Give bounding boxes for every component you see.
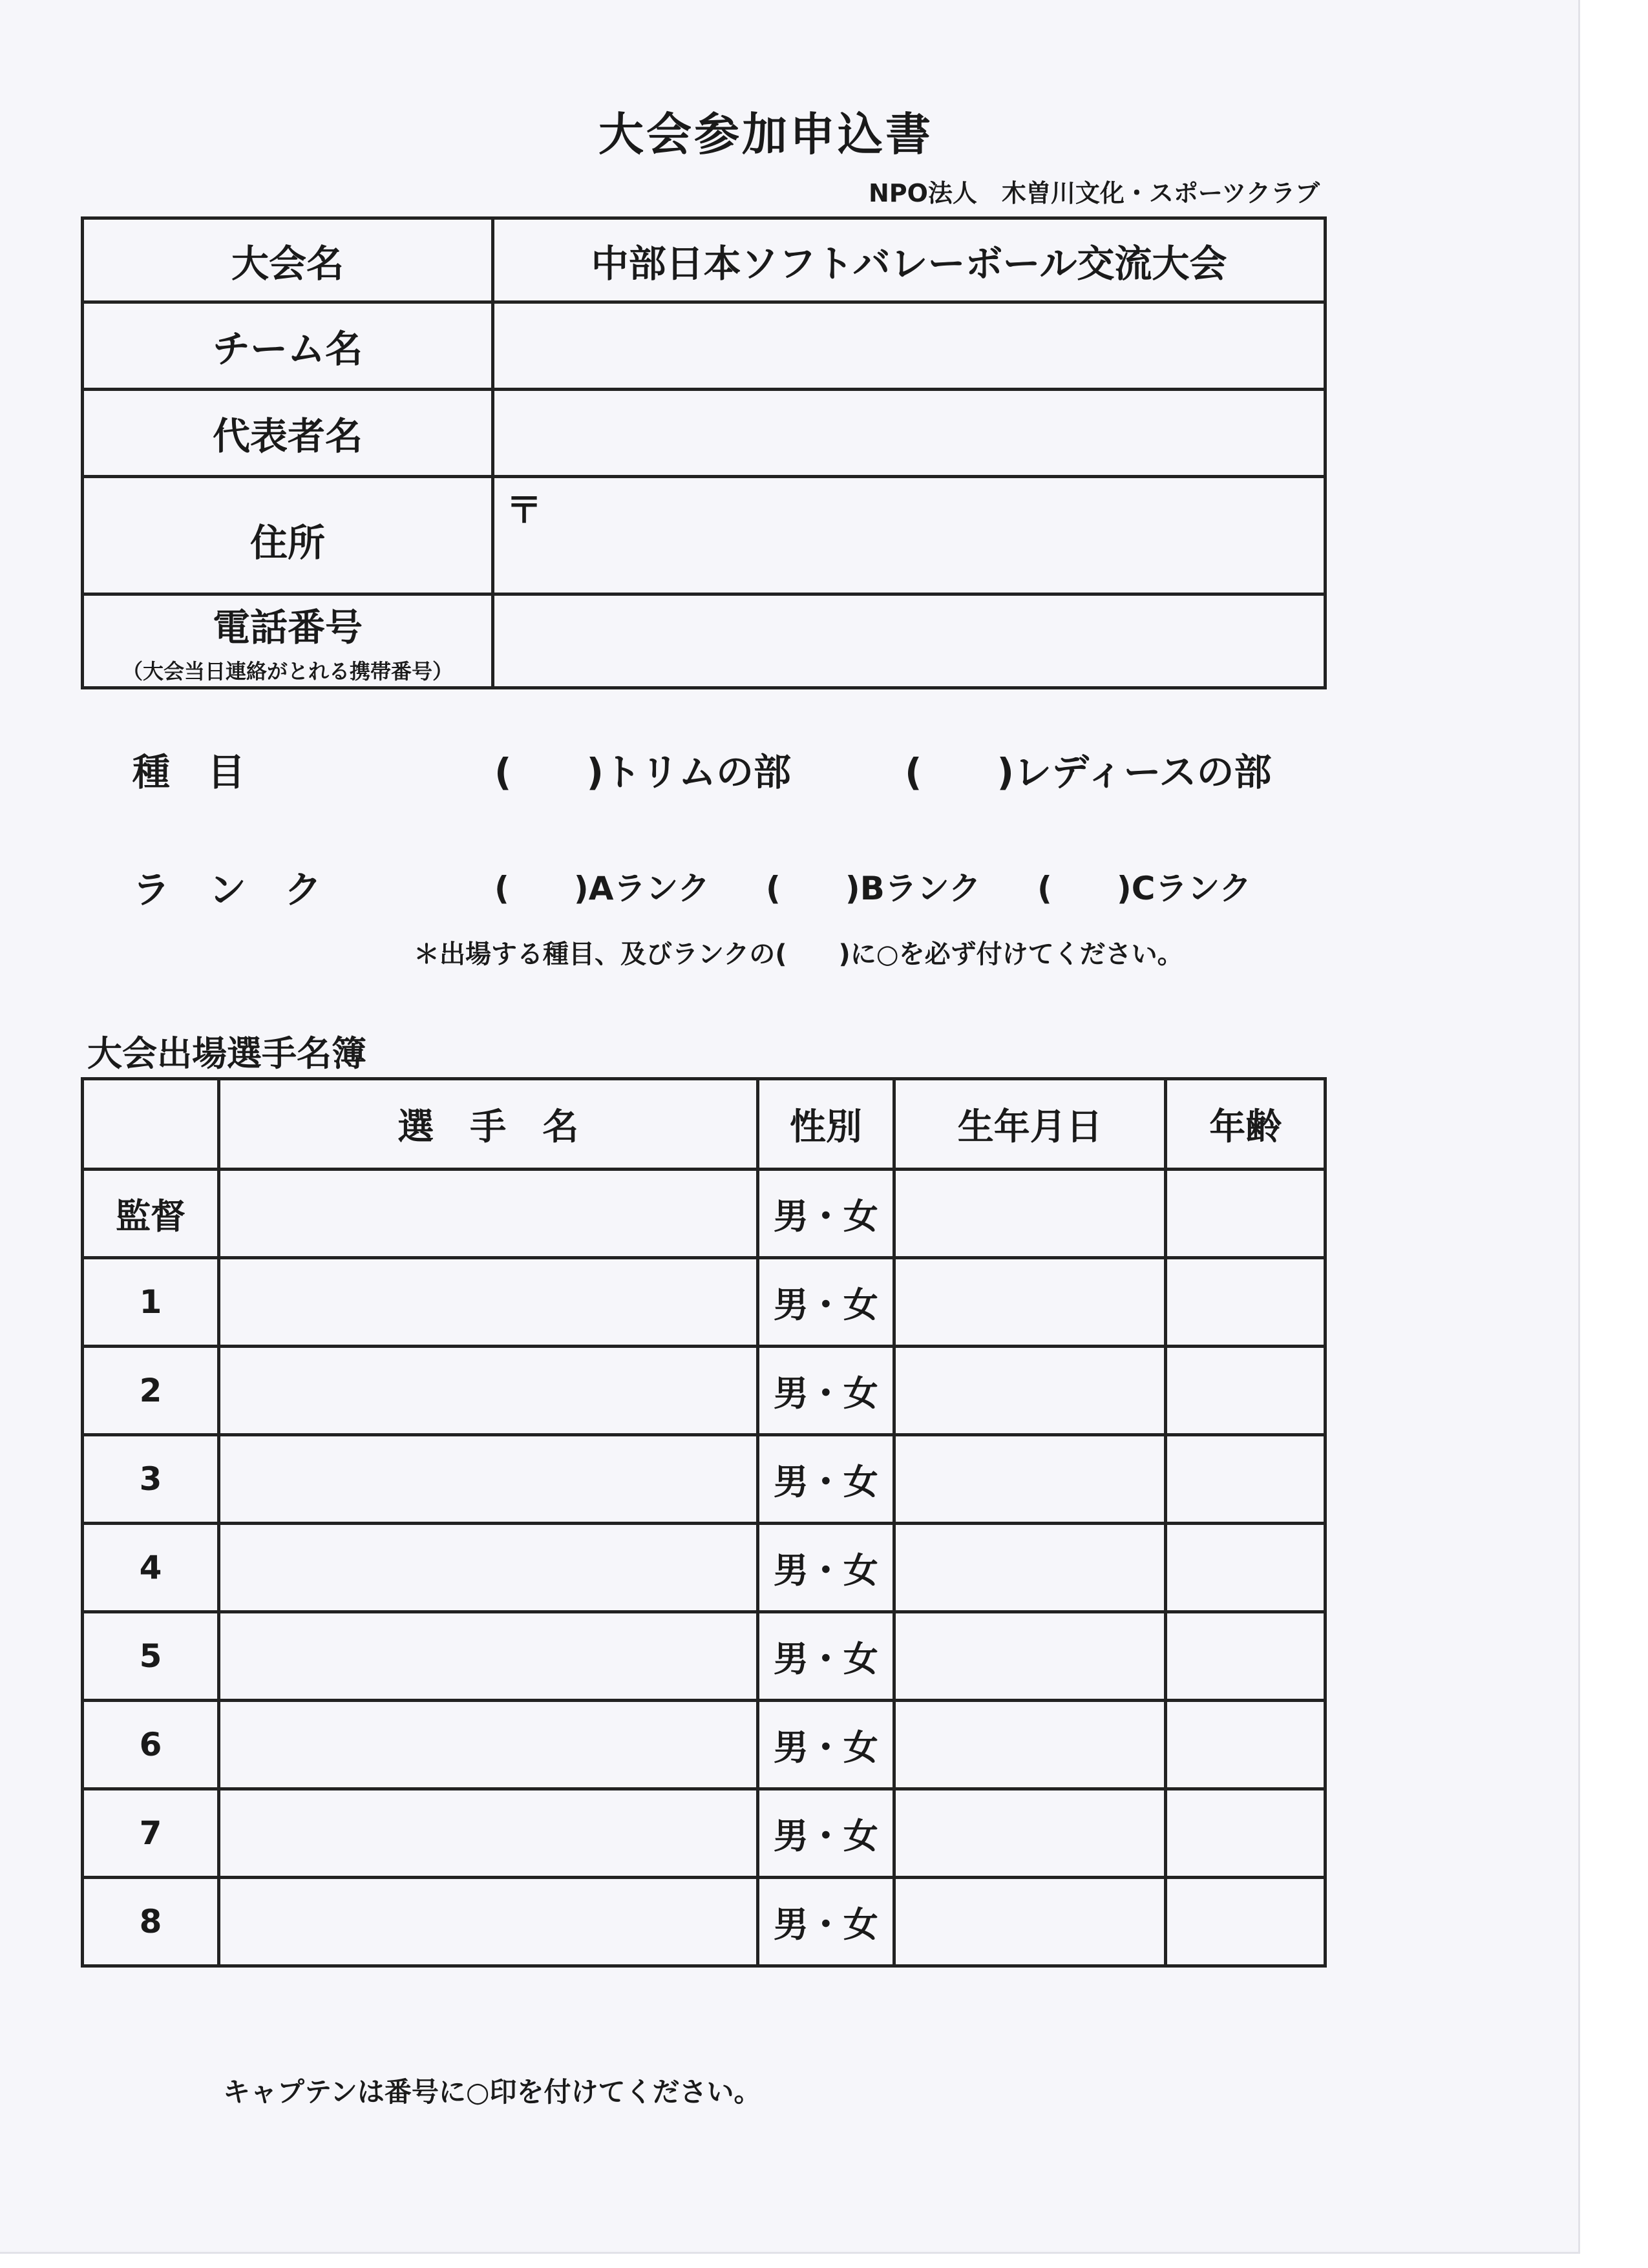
player-name-cell[interactable]	[218, 1878, 757, 1966]
birthdate-cell[interactable]	[894, 1170, 1166, 1258]
representative-name-field[interactable]	[493, 390, 1326, 477]
player-name-cell[interactable]	[218, 1347, 757, 1435]
row-number: 5	[83, 1612, 219, 1701]
roster-table	[81, 1077, 1327, 1968]
rank-option-a[interactable]: ( )Aランク	[494, 870, 710, 907]
tournament-row	[83, 218, 1326, 302]
age-cell[interactable]	[1166, 1789, 1326, 1878]
row-number: 2	[83, 1347, 219, 1435]
gender-cell[interactable]: 男・女	[757, 1258, 894, 1347]
header-age: 年齢	[1166, 1079, 1326, 1170]
form-title: 大会参加申込書	[598, 108, 933, 161]
table-row	[83, 1347, 1326, 1435]
gender-cell[interactable]: 男・女	[757, 1701, 894, 1789]
phone-label: 電話番号	[212, 605, 363, 649]
gender-cell[interactable]: 男・女	[757, 1524, 894, 1612]
organization-name: NPO法人 木曽川文化・スポーツクラブ	[868, 179, 1320, 207]
rank-option-b[interactable]: ( )Bランク	[766, 870, 981, 907]
age-cell[interactable]	[1166, 1524, 1326, 1612]
rank-label: ランク	[132, 868, 361, 912]
roster-heading: 大会出場選手名簿	[87, 1033, 366, 1074]
header-player-name: 選 手 名	[218, 1079, 757, 1170]
selection-note: ＊出場する種目、及びランクの( )に○を必ず付けてください。	[414, 940, 1183, 969]
table-row	[83, 1258, 1326, 1347]
roster-header-row	[83, 1079, 1326, 1170]
tournament-value: 中部日本ソフトバレーボール交流大会	[493, 218, 1326, 302]
team-row	[83, 302, 1326, 390]
player-name-cell[interactable]	[218, 1524, 757, 1612]
postal-mark: 〒	[506, 490, 542, 532]
table-row	[83, 1524, 1326, 1612]
captain-note: キャプテンは番号に○印を付けてください。	[223, 2076, 761, 2108]
row-number: 6	[83, 1701, 219, 1789]
address-field[interactable]	[493, 477, 1326, 594]
age-cell[interactable]	[1166, 1435, 1326, 1524]
table-row	[83, 1170, 1326, 1258]
phone-row	[83, 594, 1326, 688]
table-row	[83, 1789, 1326, 1878]
header-gender: 性別	[757, 1079, 894, 1170]
row-number: 7	[83, 1789, 219, 1878]
player-name-cell[interactable]	[218, 1258, 757, 1347]
player-name-cell[interactable]	[218, 1789, 757, 1878]
age-cell[interactable]	[1166, 1347, 1326, 1435]
gender-cell[interactable]: 男・女	[757, 1878, 894, 1966]
row-number: 監督	[83, 1170, 219, 1258]
representative-row	[83, 390, 1326, 477]
category-option-ladies[interactable]: ( )レディースの部	[905, 750, 1272, 794]
gender-cell[interactable]: 男・女	[757, 1789, 894, 1878]
birthdate-cell[interactable]	[894, 1524, 1166, 1612]
rank-option-c[interactable]: ( )Cランク	[1037, 870, 1252, 907]
age-cell[interactable]	[1166, 1701, 1326, 1789]
player-name-cell[interactable]	[218, 1701, 757, 1789]
header-number	[83, 1079, 219, 1170]
category-option-trim[interactable]: ( )トリムの部	[494, 750, 792, 794]
age-cell[interactable]	[1166, 1258, 1326, 1347]
tournament-label: 大会名	[83, 218, 493, 302]
row-number: 3	[83, 1435, 219, 1524]
age-cell[interactable]	[1166, 1612, 1326, 1701]
address-label: 住所	[83, 477, 493, 594]
applicant-info-table	[81, 216, 1327, 689]
table-row	[83, 1435, 1326, 1524]
phone-field[interactable]	[493, 594, 1326, 688]
birthdate-cell[interactable]	[894, 1258, 1166, 1347]
birthdate-cell[interactable]	[894, 1612, 1166, 1701]
row-number: 1	[83, 1258, 219, 1347]
gender-cell[interactable]: 男・女	[757, 1347, 894, 1435]
team-name-field[interactable]	[493, 302, 1326, 390]
phone-sublabel: （大会当日連絡がとれる携帯番号）	[121, 659, 453, 684]
player-name-cell[interactable]	[218, 1170, 757, 1258]
table-row	[83, 1612, 1326, 1701]
player-name-cell[interactable]	[218, 1435, 757, 1524]
category-label: 種 目	[132, 750, 246, 794]
gender-cell[interactable]: 男・女	[757, 1170, 894, 1258]
birthdate-cell[interactable]	[894, 1878, 1166, 1966]
birthdate-cell[interactable]	[894, 1701, 1166, 1789]
representative-label: 代表者名	[83, 390, 493, 477]
gender-cell[interactable]: 男・女	[757, 1435, 894, 1524]
header-birthdate: 生年月日	[894, 1079, 1166, 1170]
phone-label-cell	[83, 594, 493, 688]
birthdate-cell[interactable]	[894, 1789, 1166, 1878]
table-row	[83, 1878, 1326, 1966]
table-row	[83, 1701, 1326, 1789]
age-cell[interactable]	[1166, 1878, 1326, 1966]
team-label: チーム名	[83, 302, 493, 390]
birthdate-cell[interactable]	[894, 1347, 1166, 1435]
row-number: 4	[83, 1524, 219, 1612]
address-row	[83, 477, 1326, 594]
age-cell[interactable]	[1166, 1170, 1326, 1258]
player-name-cell[interactable]	[218, 1612, 757, 1701]
row-number: 8	[83, 1878, 219, 1966]
gender-cell[interactable]: 男・女	[757, 1612, 894, 1701]
birthdate-cell[interactable]	[894, 1435, 1166, 1524]
